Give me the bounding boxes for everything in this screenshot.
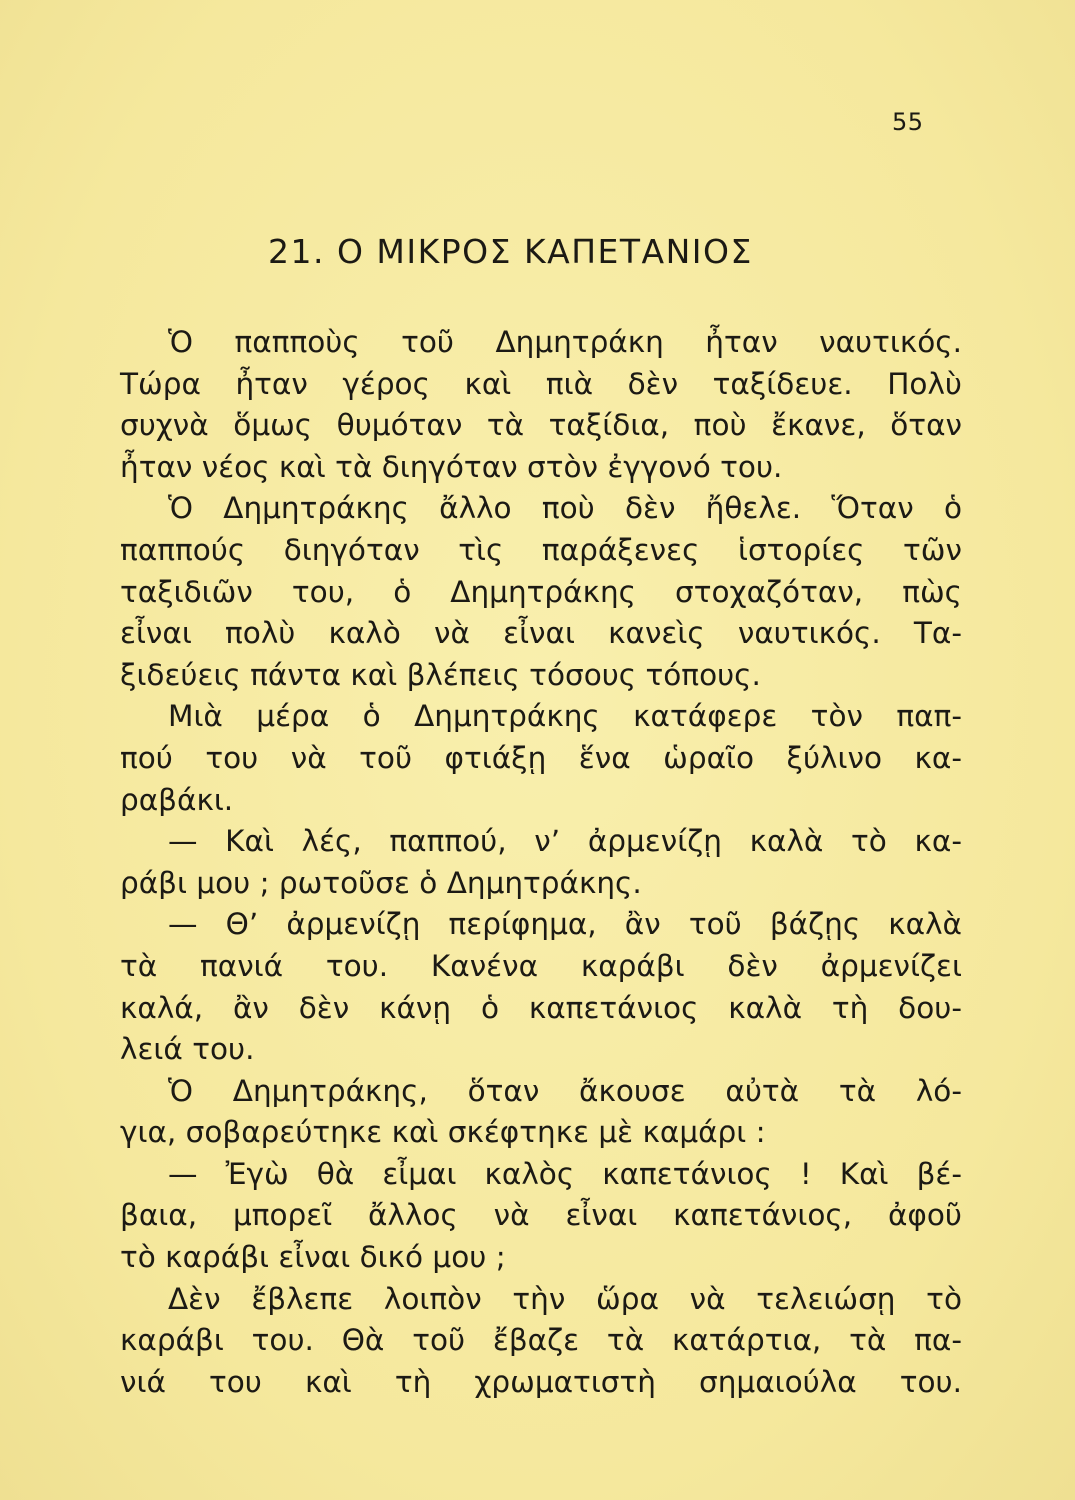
text-line: — Καὶ λές, παππού, ν’ ἀρμενίζῃ καλὰ τὸ κα-	[168, 824, 962, 859]
text-line: πού του νὰ τοῦ φτιάξῃ ἕνα ὡραῖο ξύλινο κα-	[120, 740, 962, 775]
chapter-title: 21. Ο ΜΙΚΡΟΣ ΚΑΠΕΤΑΝΙΟΣ	[268, 232, 753, 271]
text-line: για, σοβαρεύτηκε καὶ σκέφτηκε μὲ καμάρι :	[120, 1115, 766, 1150]
text-line: καλά, ἂν δὲν κάνῃ ὁ καπετάνιος καλὰ τὴ δου-	[120, 990, 962, 1025]
text-line: ράβι μου ; ρωτοῦσε ὁ Δημητράκης.	[120, 865, 642, 900]
text-line: ξιδεύεις πάντα καὶ βλέπεις τόσους τόπους.	[120, 657, 761, 692]
text-line: τὸ καράβι εἶναι δικό μου ;	[120, 1240, 506, 1275]
text-line: ταξιδιῶν του, ὁ Δημητράκης στοχαζόταν, πὼς	[120, 574, 962, 609]
page-number: 55	[892, 108, 924, 136]
text-line: νιά του καὶ τὴ χρωματιστὴ σημαιούλα του.	[120, 1364, 962, 1399]
text-line: Δὲν ἔβλεπε λοιπὸν τὴν ὥρα νὰ τελειώσῃ τὸ	[168, 1281, 962, 1316]
text-line: τὰ πανιά του. Κανένα καράβι δὲν ἀρμενίζει	[120, 948, 962, 983]
body-text	[120, 322, 962, 1403]
text-line: Τώρα ἦταν γέρος καὶ πιὰ δὲν ταξίδευε. Πολὺ	[120, 366, 962, 401]
text-line: — Ἐγὼ θὰ εἶμαι καλὸς καπετάνιος ! Καὶ βέ-	[168, 1156, 962, 1191]
text-line: συχνὰ ὅμως θυμόταν τὰ ταξίδια, ποὺ ἔκανε, ὅταν	[120, 408, 962, 443]
text-line: ραβάκι.	[120, 782, 234, 817]
text-line: εἶναι πολὺ καλὸ νὰ εἶναι κανεὶς ναυτικός. Τα-	[120, 616, 962, 651]
text-line: καράβι του. Θὰ τοῦ ἔβαζε τὰ κατάρτια, τὰ πα-	[120, 1323, 962, 1358]
text-line: Ὁ Δημητράκης, ὅταν ἄκουσε αὐτὰ τὰ λό-	[168, 1073, 962, 1108]
text-line: λειά του.	[120, 1032, 255, 1067]
text-line: Μιὰ μέρα ὁ Δημητράκης κατάφερε τὸν παπ-	[168, 699, 962, 734]
text-line: Ὁ παπποὺς τοῦ Δημητράκη ἦταν ναυτικός.	[168, 325, 962, 359]
text-line: παππούς διηγόταν τὶς παράξενες ἱστορίες τῶν	[120, 532, 962, 567]
text-line: ἦταν νέος καὶ τὰ διηγόταν στὸν ἐγγονό του.	[120, 449, 783, 484]
text-line: Ὁ Δημητράκης ἄλλο ποὺ δὲν ἤθελε. Ὅταν ὁ	[168, 491, 962, 526]
text-line: — Θ’ ἀρμενίζῃ περίφημα, ἂν τοῦ βάζῃς καλὰ	[168, 907, 962, 942]
text-line: βαια, μπορεῖ ἄλλος νὰ εἶναι καπετάνιος, ἀφοῦ	[120, 1198, 962, 1233]
